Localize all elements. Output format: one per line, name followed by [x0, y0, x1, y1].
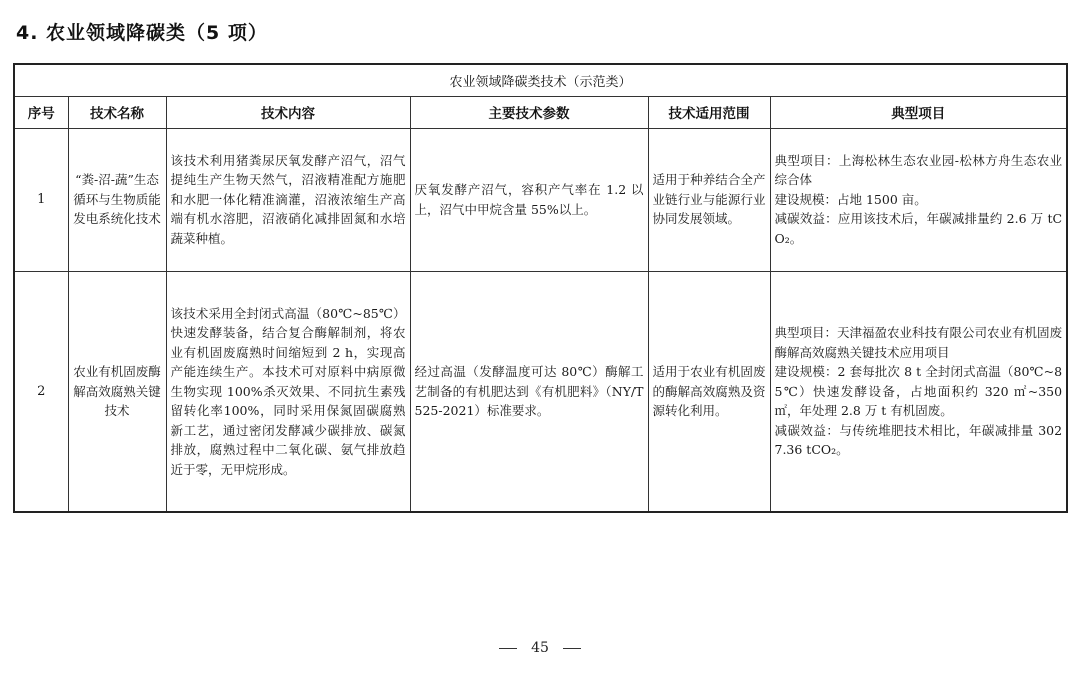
footer-dash-left [499, 648, 517, 649]
row-tech-scope: 适用于种养结合全产业链行业与能源行业协同发展领域。 [648, 128, 770, 271]
row-tech-params: 厌氧发酵产沼气，容积产气率在 1.2 以上，沼气中甲烷含量 55%以上。 [410, 128, 648, 271]
row-tech-name: 农业有机固废酶解高效腐熟关键技术 [68, 271, 166, 512]
row-tech-content: 该技术利用猪粪尿厌氧发酵产沼气，沼气提纯生产生物天然气，沼液精准配方施肥和水肥一体化精准滴灌，沼液浓缩生产高端有机水溶肥，沼液硝化减排固氮和水培蔬菜种植。 [166, 128, 410, 271]
row-tech-scope: 适用于农业有机固废的酶解高效腐熟及资源转化利用。 [648, 271, 770, 512]
header-name: 技术名称 [68, 96, 166, 128]
header-project: 典型项目 [770, 96, 1067, 128]
page-footer [0, 640, 1080, 656]
row-typical-project: 典型项目：上海松林生态农业园-松林方舟生态农业综合体 建设规模：占地 1500 亩。 减碳效益：应用该技术后，年碳减排量约 2.6 万 tCO₂。 [770, 128, 1067, 271]
section-title: 4. 农业领域降碳类（5 项） [16, 22, 268, 44]
footer-dash-right [563, 648, 581, 649]
row-tech-name: “粪-沼-蔬”生态循环与生物质能发电系统化技术 [68, 128, 166, 271]
header-index: 序号 [14, 96, 68, 128]
row-tech-params: 经过高温（发酵温度可达 80℃）酶解工艺制备的有机肥达到《有机肥料》（NY/T 525-2021）标准要求。 [410, 271, 648, 512]
row-index: 2 [14, 271, 68, 512]
row-typical-project: 典型项目：天津福盈农业科技有限公司农业有机固废酶解高效腐熟关键技术应用项目 建设规模：2 套每批次 8 t 全封闭式高温（80℃~85℃）快速发酵设备，占地面积约 320 ㎡~350 ㎡，年处理 2.8 万 t 有机固废。 减碳效益：与传统堆肥技术相比，年碳减排量 3027.36 tCO₂。 [770, 271, 1067, 512]
table-row [14, 128, 1067, 271]
row-tech-content: 该技术采用全封闭式高温（80℃~85℃）快速发酵装备，结合复合酶解制剂，将农业有机固废腐熟时间缩短到 2 h，实现高产能连续生产。本技术可对原料中病原微生物实现 100%杀灭效果、不同抗生素残留转化率100%，同时采用保氮固碳腐熟新工艺，通过密闭发酵减少碳排放、碳氮排放，腐熟过程中二氧化碳、氨气排放趋近于零，无甲烷形成。 [166, 271, 410, 512]
page-number: 45 [531, 640, 549, 656]
header-content: 技术内容 [166, 96, 410, 128]
table-row [14, 271, 1067, 512]
table-header-row [14, 96, 1067, 128]
table-caption: 农业领域降碳类技术（示范类） [14, 64, 1067, 96]
row-index: 1 [14, 128, 68, 271]
technology-table [13, 63, 1068, 513]
header-params: 主要技术参数 [410, 96, 648, 128]
header-scope: 技术适用范围 [648, 96, 770, 128]
